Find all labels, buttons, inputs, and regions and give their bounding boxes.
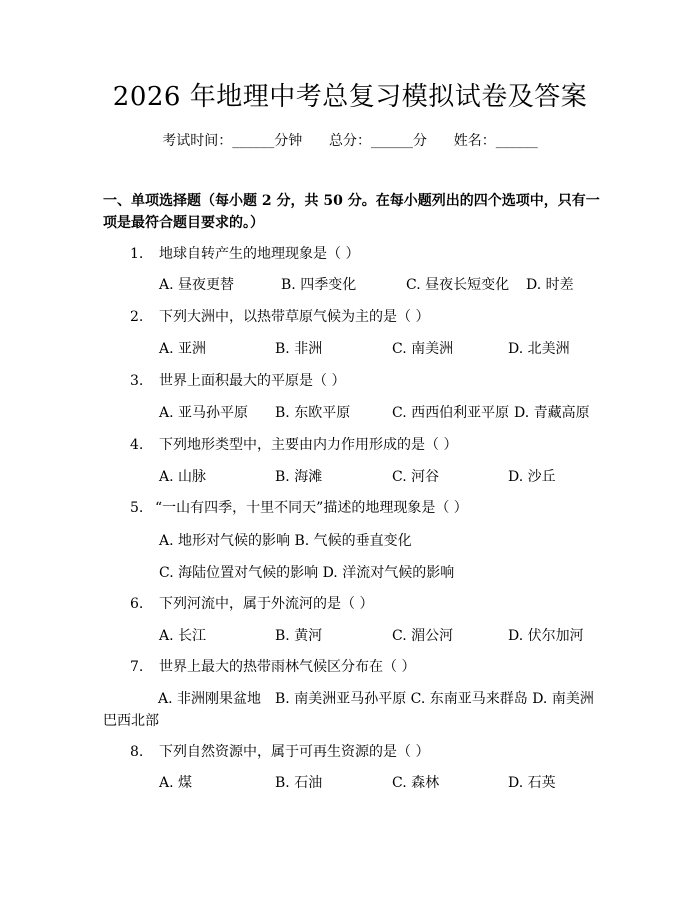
option-a: A. 长江 (159, 628, 207, 644)
exam-title: 2026 年地理中考总复习模拟试卷及答案 (112, 82, 588, 112)
question-stem: 下列河流中，属于外流河的是（ ） (159, 596, 374, 612)
question-stem: 世界上面积最大的平原是（ ） (159, 373, 346, 389)
total-score-field: 总分：______分 (329, 133, 427, 149)
option-c: C. 昼夜长短变化 (406, 277, 510, 293)
question-number: 7. (130, 659, 144, 675)
question-stem: 地球自转产生的地理现象是（ ） (159, 246, 360, 262)
option-d: D. 石英 (508, 775, 556, 791)
question-stem: “一山有四季，十里不同天”描述的地理现象是（ ） (155, 500, 468, 516)
option-a: A. 昼夜更替 (159, 277, 235, 293)
question-stem: 下列地形类型中，主要由内力作用形成的是（ ） (159, 437, 458, 453)
option-a: A. 亚马孙平原 (159, 405, 249, 421)
question-number: 4. (130, 437, 144, 453)
option-b: B. 海滩 (275, 469, 323, 485)
option-c: C. 森林 (392, 775, 440, 791)
question-number: 1. (130, 246, 144, 262)
question-number: 6. (130, 596, 144, 612)
question-7-options: A. 非洲刚果盆地 B. 南美洲亚马孙平原 C. 东南亚马来群岛 D. 南美洲巴西北部 (103, 691, 594, 729)
section-heading: 一、单项选择题（每小题 2 分，共 50 分。在每小题列出的四个选项中，只有一项是最符合题目要求的。） (103, 193, 600, 231)
option-c: C. 湄公河 (392, 628, 454, 644)
exam-time-field: 考试时间：______分钟 (162, 133, 303, 149)
question-number: 3. (130, 373, 144, 389)
exam-meta (0, 131, 700, 151)
option-c: C. 南美洲 (392, 341, 454, 357)
student-name-field: 姓名：______ (453, 133, 538, 149)
option-d: D. 时差 (526, 277, 574, 293)
option-a: A. 山脉 (159, 469, 207, 485)
option-a: A. 煤 (159, 775, 193, 791)
question-number: 2. (130, 309, 144, 325)
question-stem: 下列大洲中，以热带草原气候为主的是（ ） (159, 309, 430, 325)
option-a-b: A. 地形对气候的影响 B. 气候的垂直变化 (159, 533, 412, 549)
option-b: B. 石油 (275, 775, 323, 791)
option-d: D. 沙丘 (508, 469, 556, 485)
option-d: D. 伏尔加河 (508, 628, 584, 644)
option-b: B. 东欧平原 (275, 405, 351, 421)
option-c: C. 河谷 (392, 469, 440, 485)
option-b: B. 四季变化 (281, 277, 357, 293)
option-b: B. 黄河 (275, 628, 323, 644)
question-stem: 下列自然资源中，属于可再生资源的是（ ） (159, 744, 430, 760)
question-number: 5. (130, 500, 144, 516)
option-a: A. 亚洲 (159, 341, 207, 357)
option-d: D. 青藏高原 (514, 405, 590, 421)
option-b: B. 非洲 (275, 341, 323, 357)
option-c: C. 西西伯利亚平原 (392, 405, 510, 421)
option-d: D. 北美洲 (508, 341, 570, 357)
question-number: 8. (130, 744, 144, 760)
question-stem: 世界上最大的热带雨林气候区分布在（ ） (159, 659, 416, 675)
option-c-d: C. 海陆位置对气候的影响 D. 洋流对气候的影响 (159, 565, 455, 581)
